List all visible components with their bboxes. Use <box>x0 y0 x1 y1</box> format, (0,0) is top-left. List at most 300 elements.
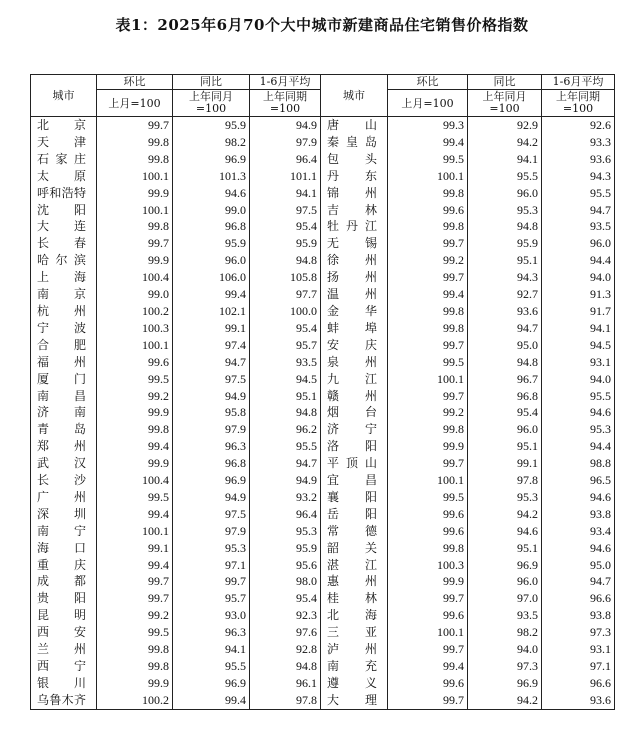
city-name: 呼和浩特 <box>31 185 97 202</box>
table-row <box>31 404 615 421</box>
city-name: 济宁 <box>321 421 388 438</box>
city-name: 金华 <box>321 303 388 320</box>
city-name: 大理 <box>321 692 388 709</box>
table-row <box>31 557 615 574</box>
mom-value: 99.9 <box>388 438 468 455</box>
yoy-value: 95.1 <box>468 252 542 269</box>
city-name: 韶关 <box>321 540 388 557</box>
city-name: 宁波 <box>31 320 97 337</box>
yoy-value: 98.2 <box>173 134 250 151</box>
mom-value: 99.7 <box>388 235 468 252</box>
avg-value: 96.5 <box>542 472 615 489</box>
city-name: 青岛 <box>31 421 97 438</box>
city-name: 岳阳 <box>321 506 388 523</box>
mom-value: 99.2 <box>97 388 173 405</box>
mom-value: 99.7 <box>97 117 173 134</box>
mom-value: 99.9 <box>97 404 173 421</box>
table-row <box>31 286 615 303</box>
city-name: 郑州 <box>31 438 97 455</box>
city-name: 乌鲁木齐 <box>31 692 97 709</box>
yoy-value: 95.9 <box>468 235 542 252</box>
mom-value: 99.8 <box>97 134 173 151</box>
mom-value: 99.4 <box>97 506 173 523</box>
city-name: 吉林 <box>321 202 388 219</box>
yoy-value: 99.1 <box>173 320 250 337</box>
yoy-value: 94.1 <box>173 641 250 658</box>
avg-value: 95.0 <box>542 557 615 574</box>
avg-base-left <box>250 90 321 117</box>
city-name: 南充 <box>321 658 388 675</box>
yoy-value: 95.7 <box>173 590 250 607</box>
avg-value: 94.5 <box>250 371 321 388</box>
yoy-value: 94.6 <box>468 523 542 540</box>
avg-value: 94.1 <box>250 185 321 202</box>
mom-value: 99.8 <box>388 421 468 438</box>
avg-value: 96.2 <box>250 421 321 438</box>
avg-value: 97.1 <box>542 658 615 675</box>
yoy-value: 95.5 <box>468 168 542 185</box>
city-name: 湛江 <box>321 557 388 574</box>
yoy-value: 94.2 <box>468 134 542 151</box>
yoy-value: 96.9 <box>468 675 542 692</box>
city-name: 海口 <box>31 540 97 557</box>
avg-value: 93.5 <box>250 354 321 371</box>
yoy-value: 96.9 <box>173 472 250 489</box>
city-name: 洛阳 <box>321 438 388 455</box>
avg-value: 98.0 <box>250 573 321 590</box>
yoy-value: 95.5 <box>173 658 250 675</box>
mom-value: 99.8 <box>388 540 468 557</box>
city-name: 南京 <box>31 286 97 303</box>
yoy-value: 94.2 <box>468 692 542 709</box>
mom-value: 99.5 <box>388 354 468 371</box>
avg-value: 92.8 <box>250 641 321 658</box>
city-name: 南昌 <box>31 388 97 405</box>
mom-value: 99.6 <box>388 607 468 624</box>
yoy-value: 94.3 <box>468 269 542 286</box>
yoy-base-right <box>468 90 542 117</box>
city-name: 包头 <box>321 151 388 168</box>
mom-value: 99.9 <box>97 675 173 692</box>
city-name: 兰州 <box>31 641 97 658</box>
city-name: 泸州 <box>321 641 388 658</box>
avg-value: 92.6 <box>542 117 615 134</box>
table-row <box>31 438 615 455</box>
city-header-right: 城市 <box>321 75 388 117</box>
yoy-value: 95.9 <box>173 117 250 134</box>
table-body <box>31 117 615 710</box>
city-name: 成都 <box>31 573 97 590</box>
city-name: 昆明 <box>31 607 97 624</box>
avg-value: 94.9 <box>250 472 321 489</box>
avg-value: 96.1 <box>250 675 321 692</box>
city-name: 遵义 <box>321 675 388 692</box>
mom-value: 99.9 <box>388 573 468 590</box>
avg-value: 93.3 <box>542 134 615 151</box>
avg-header-right: 1-6月平均 <box>542 75 615 90</box>
city-name: 无锡 <box>321 235 388 252</box>
avg-value: 95.5 <box>542 388 615 405</box>
mom-value: 99.7 <box>388 455 468 472</box>
mom-value: 99.7 <box>388 337 468 354</box>
table-row <box>31 573 615 590</box>
table-title: 表1：2025年6月70个大中城市新建商品住宅销售价格指数 <box>115 16 529 34</box>
avg-value: 94.7 <box>542 573 615 590</box>
table-row <box>31 320 615 337</box>
table-row <box>31 202 615 219</box>
city-name: 赣州 <box>321 388 388 405</box>
avg-value: 96.0 <box>542 235 615 252</box>
mom-value: 99.9 <box>97 185 173 202</box>
table-row <box>31 641 615 658</box>
mom-value: 100.1 <box>97 337 173 354</box>
yoy-value: 95.3 <box>173 540 250 557</box>
avg-value: 94.0 <box>542 371 615 388</box>
avg-value: 93.5 <box>542 218 615 235</box>
avg-value: 97.7 <box>250 286 321 303</box>
yoy-value: 93.0 <box>173 607 250 624</box>
avg-header-left: 1-6月平均 <box>250 75 321 90</box>
mom-value: 99.7 <box>97 235 173 252</box>
city-name: 济南 <box>31 404 97 421</box>
avg-value: 94.1 <box>542 320 615 337</box>
mom-value: 99.6 <box>388 202 468 219</box>
mom-value: 99.4 <box>97 438 173 455</box>
yoy-base-left <box>173 90 250 117</box>
yoy-value: 99.1 <box>468 455 542 472</box>
mom-value: 99.7 <box>388 269 468 286</box>
city-name: 沈阳 <box>31 202 97 219</box>
table-row <box>31 675 615 692</box>
mom-base-right: 上月=100 <box>388 90 468 117</box>
avg-value: 94.6 <box>542 404 615 421</box>
mom-value: 100.1 <box>97 202 173 219</box>
mom-value: 100.2 <box>97 303 173 320</box>
avg-base-right-text: 上年同期=100 <box>556 90 600 115</box>
avg-value: 96.4 <box>250 151 321 168</box>
table-row <box>31 658 615 675</box>
avg-value: 94.7 <box>542 202 615 219</box>
mom-base-left: 上月=100 <box>97 90 173 117</box>
avg-value: 97.3 <box>542 624 615 641</box>
yoy-value: 99.7 <box>173 573 250 590</box>
mom-value: 99.9 <box>97 252 173 269</box>
yoy-value: 97.8 <box>468 472 542 489</box>
city-name: 合肥 <box>31 337 97 354</box>
city-name: 温州 <box>321 286 388 303</box>
yoy-value: 101.3 <box>173 168 250 185</box>
mom-value: 99.7 <box>388 641 468 658</box>
city-name: 北海 <box>321 607 388 624</box>
yoy-value: 97.0 <box>468 590 542 607</box>
mom-value: 99.9 <box>97 455 173 472</box>
yoy-value: 96.0 <box>173 252 250 269</box>
yoy-value: 94.2 <box>468 506 542 523</box>
city-name: 唐山 <box>321 117 388 134</box>
city-name: 徐州 <box>321 252 388 269</box>
table-row <box>31 252 615 269</box>
yoy-value: 95.3 <box>468 202 542 219</box>
avg-value: 93.2 <box>250 489 321 506</box>
city-name: 安庆 <box>321 337 388 354</box>
mom-value: 99.2 <box>388 252 468 269</box>
yoy-value: 94.0 <box>468 641 542 658</box>
mom-value: 99.5 <box>97 371 173 388</box>
yoy-value: 99.4 <box>173 286 250 303</box>
table-row <box>31 168 615 185</box>
yoy-value: 96.0 <box>468 421 542 438</box>
avg-value: 94.4 <box>542 252 615 269</box>
city-name: 牡丹江 <box>321 218 388 235</box>
yoy-value: 96.9 <box>173 151 250 168</box>
mom-header-left: 环比 <box>97 75 173 90</box>
yoy-value: 92.7 <box>468 286 542 303</box>
yoy-value: 97.1 <box>173 557 250 574</box>
avg-value: 98.8 <box>542 455 615 472</box>
avg-value: 95.3 <box>542 421 615 438</box>
city-name: 平顶山 <box>321 455 388 472</box>
city-name: 烟台 <box>321 404 388 421</box>
mom-value: 99.4 <box>388 286 468 303</box>
avg-value: 94.3 <box>542 168 615 185</box>
yoy-value: 96.9 <box>468 557 542 574</box>
mom-value: 99.4 <box>388 134 468 151</box>
yoy-value: 96.3 <box>173 438 250 455</box>
mom-value: 100.2 <box>97 692 173 709</box>
yoy-value: 94.7 <box>468 320 542 337</box>
yoy-value: 95.0 <box>468 337 542 354</box>
mom-value: 99.8 <box>388 303 468 320</box>
yoy-value: 96.0 <box>468 185 542 202</box>
yoy-value: 94.7 <box>173 354 250 371</box>
avg-value: 94.8 <box>250 252 321 269</box>
mom-value: 99.8 <box>97 641 173 658</box>
yoy-value: 96.0 <box>468 573 542 590</box>
avg-value: 91.7 <box>542 303 615 320</box>
table-row <box>31 692 615 709</box>
yoy-value: 94.9 <box>173 388 250 405</box>
yoy-value: 97.4 <box>173 337 250 354</box>
city-name: 九江 <box>321 371 388 388</box>
avg-value: 94.4 <box>542 438 615 455</box>
mom-value: 99.8 <box>97 151 173 168</box>
mom-value: 99.3 <box>388 117 468 134</box>
city-name: 桂林 <box>321 590 388 607</box>
city-name: 厦门 <box>31 371 97 388</box>
avg-value: 95.4 <box>250 590 321 607</box>
avg-value: 95.4 <box>250 218 321 235</box>
table-row <box>31 489 615 506</box>
yoy-value: 93.5 <box>468 607 542 624</box>
yoy-base-left-text: 上年同月=100 <box>189 90 233 115</box>
city-name: 南宁 <box>31 523 97 540</box>
mom-value: 99.8 <box>97 421 173 438</box>
mom-value: 99.6 <box>388 675 468 692</box>
city-name: 重庆 <box>31 557 97 574</box>
avg-value: 93.1 <box>542 354 615 371</box>
table-row <box>31 590 615 607</box>
mom-value: 99.7 <box>388 692 468 709</box>
city-name: 襄阳 <box>321 489 388 506</box>
yoy-value: 95.9 <box>173 235 250 252</box>
avg-value: 91.3 <box>542 286 615 303</box>
city-name: 上海 <box>31 269 97 286</box>
city-name: 杭州 <box>31 303 97 320</box>
city-name: 哈尔滨 <box>31 252 97 269</box>
mom-value: 99.6 <box>388 506 468 523</box>
yoy-header-right: 同比 <box>468 75 542 90</box>
table-row <box>31 235 615 252</box>
yoy-value: 97.5 <box>173 371 250 388</box>
avg-base-right <box>542 90 615 117</box>
table-header <box>31 75 615 117</box>
avg-value: 95.3 <box>250 523 321 540</box>
avg-value: 97.8 <box>250 692 321 709</box>
mom-value: 99.4 <box>97 557 173 574</box>
table-row <box>31 218 615 235</box>
mom-value: 99.6 <box>388 523 468 540</box>
table-row <box>31 185 615 202</box>
avg-value: 95.9 <box>250 540 321 557</box>
avg-value: 95.1 <box>250 388 321 405</box>
avg-value: 96.6 <box>542 590 615 607</box>
city-name: 深圳 <box>31 506 97 523</box>
table-row <box>31 607 615 624</box>
table-row <box>31 421 615 438</box>
city-name: 常德 <box>321 523 388 540</box>
city-name: 丹东 <box>321 168 388 185</box>
city-name: 西宁 <box>31 658 97 675</box>
mom-header-right: 环比 <box>388 75 468 90</box>
table-row <box>31 134 615 151</box>
avg-value: 96.4 <box>250 506 321 523</box>
city-name: 太原 <box>31 168 97 185</box>
avg-value: 94.0 <box>542 269 615 286</box>
avg-value: 95.9 <box>250 235 321 252</box>
mom-value: 100.1 <box>388 624 468 641</box>
avg-value: 93.1 <box>542 641 615 658</box>
avg-value: 94.6 <box>542 540 615 557</box>
city-name: 大连 <box>31 218 97 235</box>
avg-value: 94.6 <box>542 489 615 506</box>
table-row <box>31 455 615 472</box>
yoy-base-right-text: 上年同月=100 <box>482 90 527 115</box>
yoy-value: 94.9 <box>173 489 250 506</box>
yoy-value: 96.8 <box>468 388 542 405</box>
yoy-value: 106.0 <box>173 269 250 286</box>
mom-value: 99.7 <box>97 573 173 590</box>
mom-value: 99.1 <box>97 540 173 557</box>
mom-value: 99.8 <box>388 320 468 337</box>
city-name: 武汉 <box>31 455 97 472</box>
city-name: 秦皇岛 <box>321 134 388 151</box>
mom-value: 99.4 <box>388 658 468 675</box>
mom-value: 100.3 <box>388 557 468 574</box>
mom-value: 99.5 <box>97 624 173 641</box>
yoy-value: 95.1 <box>468 438 542 455</box>
avg-value: 95.6 <box>250 557 321 574</box>
yoy-value: 97.9 <box>173 421 250 438</box>
table-row <box>31 371 615 388</box>
yoy-value: 97.5 <box>173 506 250 523</box>
table-row <box>31 540 615 557</box>
mom-value: 100.4 <box>97 269 173 286</box>
avg-value: 93.8 <box>542 506 615 523</box>
mom-value: 99.5 <box>388 151 468 168</box>
table-row <box>31 354 615 371</box>
yoy-value: 95.1 <box>468 540 542 557</box>
avg-value: 93.6 <box>542 151 615 168</box>
mom-value: 99.8 <box>97 218 173 235</box>
city-name: 锦州 <box>321 185 388 202</box>
avg-value: 94.8 <box>250 658 321 675</box>
table-row <box>31 472 615 489</box>
avg-value: 101.1 <box>250 168 321 185</box>
avg-value: 93.8 <box>542 607 615 624</box>
city-name: 宜昌 <box>321 472 388 489</box>
avg-value: 92.3 <box>250 607 321 624</box>
city-name: 惠州 <box>321 573 388 590</box>
mom-value: 99.2 <box>97 607 173 624</box>
avg-value: 94.7 <box>250 455 321 472</box>
yoy-value: 96.7 <box>468 371 542 388</box>
price-index-table <box>30 74 615 710</box>
yoy-value: 96.9 <box>173 675 250 692</box>
mom-value: 99.6 <box>97 354 173 371</box>
mom-value: 99.0 <box>97 286 173 303</box>
avg-base-left-text: 上年同期=100 <box>263 90 307 115</box>
table-row <box>31 151 615 168</box>
yoy-value: 94.6 <box>173 185 250 202</box>
yoy-header-left: 同比 <box>173 75 250 90</box>
city-name: 石家庄 <box>31 151 97 168</box>
mom-value: 100.1 <box>388 472 468 489</box>
yoy-value: 96.3 <box>173 624 250 641</box>
yoy-value: 94.8 <box>468 354 542 371</box>
mom-value: 99.7 <box>388 590 468 607</box>
yoy-value: 97.3 <box>468 658 542 675</box>
avg-value: 93.6 <box>542 692 615 709</box>
city-name: 广州 <box>31 489 97 506</box>
mom-value: 99.8 <box>388 218 468 235</box>
mom-value: 100.1 <box>388 168 468 185</box>
yoy-value: 94.8 <box>468 218 542 235</box>
mom-value: 100.1 <box>97 523 173 540</box>
city-name: 三亚 <box>321 624 388 641</box>
avg-value: 95.5 <box>250 438 321 455</box>
table-row <box>31 269 615 286</box>
avg-value: 97.9 <box>250 134 321 151</box>
table-row <box>31 337 615 354</box>
city-name: 天津 <box>31 134 97 151</box>
avg-value: 96.6 <box>542 675 615 692</box>
mom-value: 99.2 <box>388 404 468 421</box>
city-name: 蚌埠 <box>321 320 388 337</box>
mom-value: 100.4 <box>97 472 173 489</box>
city-name: 贵阳 <box>31 590 97 607</box>
avg-value: 95.4 <box>250 320 321 337</box>
yoy-value: 95.4 <box>468 404 542 421</box>
avg-value: 97.5 <box>250 202 321 219</box>
avg-value: 93.4 <box>542 523 615 540</box>
yoy-value: 96.8 <box>173 455 250 472</box>
yoy-value: 97.9 <box>173 523 250 540</box>
yoy-value: 92.9 <box>468 117 542 134</box>
mom-value: 99.5 <box>388 489 468 506</box>
table-row <box>31 388 615 405</box>
mom-value: 100.1 <box>388 371 468 388</box>
table-row <box>31 523 615 540</box>
